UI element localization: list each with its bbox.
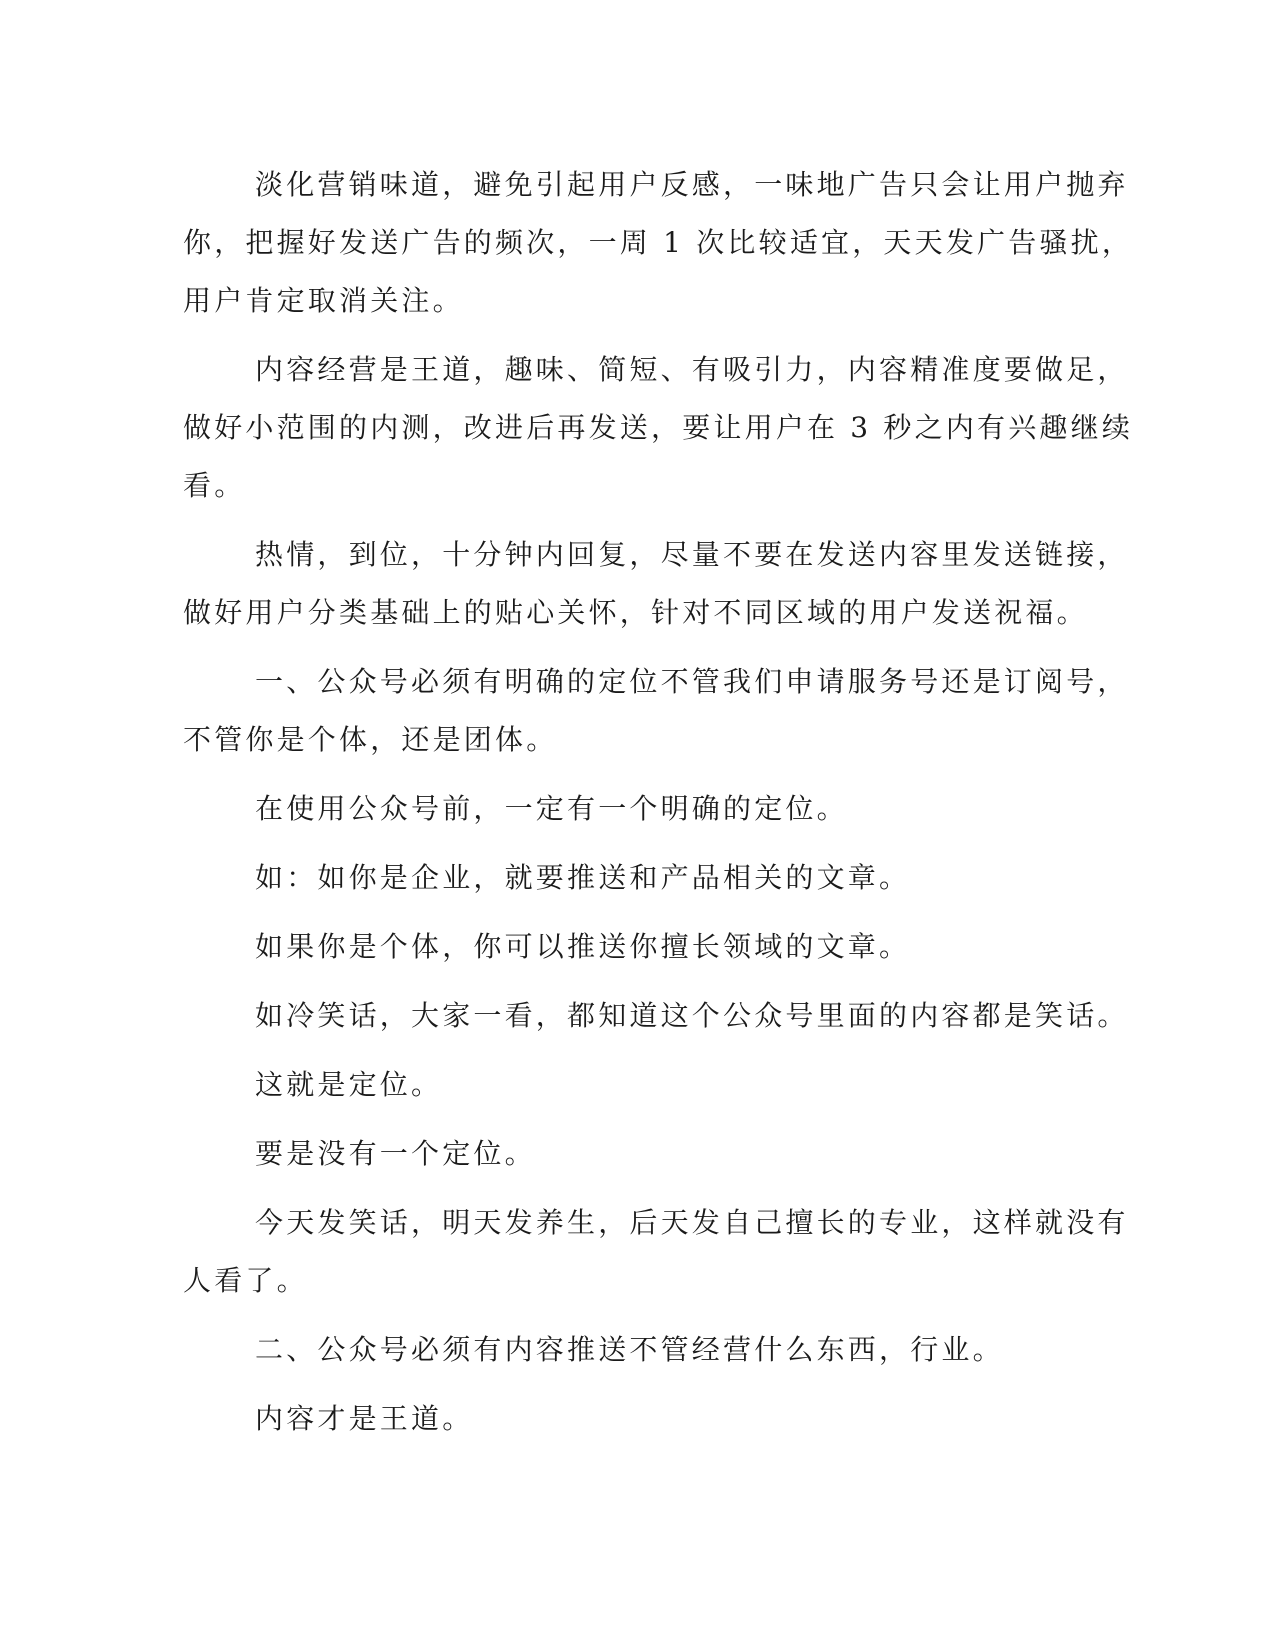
- paragraph: [183, 1125, 1083, 1183]
- paragraph: [183, 1056, 1083, 1114]
- text-line: 一、公众号必须有明确的定位不管我们申请服务号还是订阅号，: [255, 665, 1129, 698]
- text-line: 如：如你是企业，就要推送和产品相关的文章。: [255, 861, 911, 894]
- text-line: 要是没有一个定位。: [255, 1137, 536, 1170]
- text-line: 如果你是个体，你可以推送你擅长领域的文章。: [255, 930, 911, 963]
- paragraph: [183, 849, 1083, 907]
- text-line: 在使用公众号前，一定有一个明确的定位。: [255, 792, 848, 825]
- paragraph: [183, 918, 1083, 976]
- text-line: 内容经营是王道，趣味、简短、有吸引力，内容精准度要做足，: [255, 353, 1129, 386]
- text-line: 看。: [183, 469, 246, 502]
- document-body: [183, 156, 1134, 1459]
- text-line: 这就是定位。: [255, 1068, 443, 1101]
- text-line: 二、公众号必须有内容推送不管经营什么东西，行业。: [255, 1333, 1004, 1366]
- paragraph: [183, 780, 1083, 838]
- paragraph: [183, 1321, 1083, 1379]
- text-line: 内容才是王道。: [255, 1402, 474, 1435]
- paragraph: [183, 987, 1129, 1045]
- text-line: 人看了。: [183, 1264, 308, 1297]
- text-line: 如冷笑话，大家一看，都知道这个公众号里面的内容都是笑话。: [255, 999, 1129, 1032]
- text-line: 做好小范围的内测，改进后再发送，要让用户在 3 秒之内有兴趣继续: [183, 411, 1134, 444]
- paragraph: [183, 156, 1134, 330]
- paragraph: [183, 653, 1129, 769]
- text-line: 用户肯定取消关注。: [183, 284, 464, 317]
- paragraph: [183, 1390, 1083, 1448]
- text-line: 做好用户分类基础上的贴心关怀，针对不同区域的用户发送祝福。: [183, 596, 1088, 629]
- text-line: 淡化营销味道，避免引起用户反感，一味地广告只会让用户抛弃: [255, 168, 1129, 201]
- text-line: 今天发笑话，明天发养生，后天发自己擅长的专业，这样就没有: [255, 1206, 1129, 1239]
- paragraph: [183, 526, 1129, 642]
- text-line: 不管你是个体，还是团体。: [183, 723, 558, 756]
- text-line: 热情，到位，十分钟内回复，尽量不要在发送内容里发送链接，: [255, 538, 1129, 571]
- text-line: 你，把握好发送广告的频次，一周 1 次比较适宜，天天发广告骚扰，: [183, 226, 1134, 259]
- paragraph: [183, 1194, 1129, 1310]
- paragraph: [183, 341, 1134, 515]
